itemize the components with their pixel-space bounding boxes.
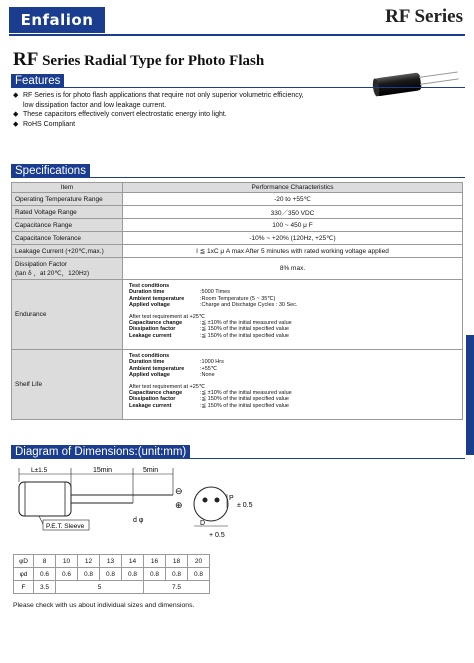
table-cell: 5 bbox=[56, 581, 144, 594]
row-label bbox=[12, 258, 123, 280]
row-label: Endurance bbox=[12, 280, 123, 350]
specifications-rule bbox=[11, 177, 465, 178]
row-label: Operating Temperature Range bbox=[12, 193, 123, 206]
feature-text: low dissipation factor and low leakage current. bbox=[23, 101, 167, 109]
table-cell: φD bbox=[14, 555, 34, 568]
specifications-heading: Specifications bbox=[11, 164, 90, 178]
feature-item bbox=[13, 110, 313, 120]
header-rule bbox=[9, 34, 465, 36]
feature-item bbox=[13, 91, 313, 110]
cond-key: Ambient temperature bbox=[129, 365, 185, 372]
capacitor-photo bbox=[363, 50, 463, 120]
title-prefix: RF bbox=[13, 49, 39, 70]
table-cell: 0.6 bbox=[56, 568, 78, 581]
table-row bbox=[12, 219, 463, 232]
result-value: :≦ ±10% of the initial measured value bbox=[200, 390, 292, 397]
label-5min: 5min bbox=[143, 467, 159, 474]
cond-value: :+55℃ bbox=[200, 365, 218, 372]
specifications-table bbox=[11, 182, 463, 420]
result-value: :≦ 150% of the initial specified value bbox=[200, 326, 289, 333]
result-key: Capacitance change bbox=[129, 320, 183, 327]
table-cell: φd bbox=[14, 568, 34, 581]
cond-value: :Room Temperature (5 ~ 35℃) bbox=[200, 295, 276, 302]
cond-key: Duration time bbox=[129, 359, 165, 366]
table-cell: 3.5 bbox=[34, 581, 56, 594]
page-title bbox=[13, 49, 264, 71]
conditions-title: Test conditions bbox=[129, 283, 170, 289]
table-header-row bbox=[12, 183, 463, 193]
table-cell: 0.6 bbox=[34, 568, 56, 581]
title-rest: Series Radial Type for Photo Flash bbox=[38, 53, 265, 69]
cond-value: :1000 Hrs bbox=[200, 359, 224, 366]
table-row bbox=[14, 581, 210, 594]
table-row bbox=[14, 555, 210, 568]
label-d-tol: + 0.5 bbox=[209, 532, 225, 539]
cond-key: Applied voltage bbox=[129, 302, 170, 309]
row-value: 8% max. bbox=[123, 258, 463, 280]
row-label: Shelf Life bbox=[12, 350, 123, 420]
dimension-diagram bbox=[13, 462, 273, 542]
table-cell: 18 bbox=[166, 555, 188, 568]
bullet-icon: ◆ bbox=[13, 120, 19, 128]
result-key: Leakage current bbox=[129, 402, 172, 409]
row-label: Capacitance Range bbox=[12, 219, 123, 232]
table-cell: F bbox=[14, 581, 34, 594]
table-row bbox=[12, 280, 463, 350]
result-key: Dissipation factor bbox=[129, 396, 176, 403]
after-test-label: After test requirement at +25℃ bbox=[129, 313, 206, 320]
cond-key: Applied voltage bbox=[129, 372, 170, 379]
feature-text: RF Series is for photo flash applications that require not only superior volumetric efficiency, bbox=[23, 92, 304, 99]
lead-hole bbox=[215, 498, 220, 503]
table-row bbox=[12, 258, 463, 280]
diagram-heading: Diagram of Dimensions:(unit:mm) bbox=[11, 445, 190, 459]
label-d: D bbox=[200, 520, 206, 527]
label-l: L±1.5 bbox=[31, 467, 48, 474]
row-label: Leakage Current (+20℃,max.) bbox=[12, 245, 123, 258]
capacitor-body-outline bbox=[19, 482, 71, 516]
label-p: P bbox=[229, 495, 234, 502]
dissipation-label-2: (tan δ ，at 20℃，120Hz) bbox=[15, 269, 90, 277]
features-heading: Features bbox=[11, 74, 64, 88]
sleeve-leader bbox=[39, 516, 43, 524]
features-list bbox=[13, 91, 313, 129]
label-15min: 15min bbox=[93, 467, 113, 474]
label-sleeve: P.E.T. Sleeve bbox=[46, 523, 85, 530]
feature-item bbox=[13, 120, 313, 130]
cond-value: :5000 Times bbox=[200, 289, 230, 296]
conditions-title: Test conditions bbox=[129, 353, 170, 359]
table-cell: 0.8 bbox=[166, 568, 188, 581]
series-label: RF Series bbox=[385, 6, 463, 27]
result-value: :≦ ±10% of the initial measured value bbox=[200, 320, 292, 327]
feature-text: These capacitors effectively convert electrostatic energy into light. bbox=[23, 111, 227, 119]
dimensions-table bbox=[13, 554, 210, 594]
result-key: Leakage current bbox=[129, 332, 172, 339]
row-value: 330／350 VDC bbox=[123, 206, 463, 219]
table-row bbox=[12, 245, 463, 258]
row-label: Rated Voltage Range bbox=[12, 206, 123, 219]
footer-note: Please check with us about individual sizes and dimensions. bbox=[13, 602, 195, 609]
table-row bbox=[12, 232, 463, 245]
cond-key: Duration time bbox=[129, 289, 165, 296]
row-value: I ≦ 1xC μ A max After 5 minutes with rated working voltage applied bbox=[123, 245, 463, 258]
after-test-label: After test requirement at +25℃ bbox=[129, 383, 206, 390]
brand-logo: Enfalion bbox=[9, 7, 105, 33]
side-accent-bar bbox=[466, 335, 474, 455]
table-cell: 10 bbox=[56, 555, 78, 568]
minus-icon: ⊖ bbox=[175, 486, 183, 496]
row-value: -10% ~ +20% (120Hz, +25℃) bbox=[123, 232, 463, 245]
table-row bbox=[12, 206, 463, 219]
cond-value: :Charge and Dischatge Cycles : 30 Sec. bbox=[200, 302, 298, 309]
end-view-outline bbox=[194, 487, 228, 521]
dissipation-label-1: Dissipation Factor bbox=[15, 260, 68, 268]
table-row bbox=[14, 568, 210, 581]
shelf-life-details bbox=[123, 350, 463, 420]
table-cell: 7.5 bbox=[144, 581, 210, 594]
row-label: Capacitance Tolerance bbox=[12, 232, 123, 245]
features-rule bbox=[11, 87, 465, 88]
col-item-header: Item bbox=[12, 183, 123, 193]
table-row bbox=[12, 350, 463, 420]
table-cell: 0.8 bbox=[144, 568, 166, 581]
table-cell: 8 bbox=[34, 555, 56, 568]
label-p-tol: ± 0.5 bbox=[237, 502, 253, 509]
feature-text: RoHS Compliant bbox=[23, 120, 76, 128]
diagram-rule bbox=[11, 458, 465, 459]
table-cell: 14 bbox=[122, 555, 144, 568]
endurance-details bbox=[123, 280, 463, 350]
table-cell: 12 bbox=[78, 555, 100, 568]
result-value: :≦ 150% of the initial specified value bbox=[200, 402, 289, 409]
result-value: :≦ 150% of the initial specified value bbox=[200, 332, 289, 339]
row-value: 100 ~ 450 μ F bbox=[123, 219, 463, 232]
table-cell: 0.8 bbox=[122, 568, 144, 581]
cond-value: :None bbox=[200, 372, 215, 379]
row-value: -20 to +55℃ bbox=[123, 193, 463, 206]
result-value: :≦ 150% of the initial specified value bbox=[200, 396, 289, 403]
cond-key: Ambient temperature bbox=[129, 295, 185, 302]
table-cell: 16 bbox=[144, 555, 166, 568]
table-cell: 0.8 bbox=[100, 568, 122, 581]
lead-hole bbox=[203, 498, 208, 503]
table-cell: 0.8 bbox=[188, 568, 210, 581]
bullet-icon: ◆ bbox=[13, 92, 19, 99]
label-dphi: d φ bbox=[133, 517, 144, 524]
bullet-icon: ◆ bbox=[13, 111, 19, 119]
table-row bbox=[12, 193, 463, 206]
table-cell: 20 bbox=[188, 555, 210, 568]
col-perf-header: Performance Characteristics bbox=[123, 183, 463, 193]
table-cell: 0.8 bbox=[78, 568, 100, 581]
result-key: Capacitance change bbox=[129, 390, 183, 397]
result-key: Dissipation factor bbox=[129, 326, 176, 333]
plus-icon: ⊕ bbox=[175, 500, 183, 510]
table-cell: 13 bbox=[100, 555, 122, 568]
